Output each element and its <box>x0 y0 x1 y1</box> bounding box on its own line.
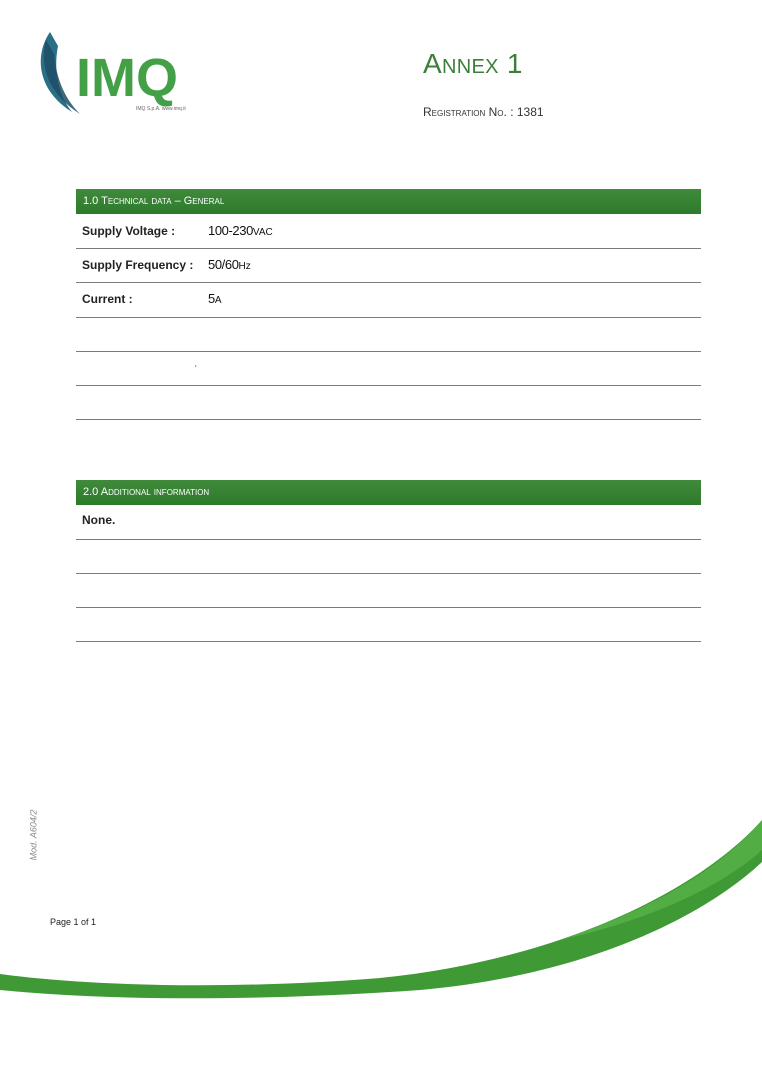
decorative-swoosh <box>0 810 762 1010</box>
current-value: 5A <box>208 291 222 306</box>
logo-tagline: IMQ S.p.A. www.imq.it <box>136 106 186 112</box>
table-rule <box>76 419 701 420</box>
supply-voltage-value: 100-230VAC <box>208 223 273 238</box>
imq-logo <box>36 30 226 120</box>
supply-frequency-value: 50/60Hz <box>208 257 251 272</box>
current-label: Current : <box>82 292 133 306</box>
table-rule <box>76 282 701 283</box>
table-rule <box>76 607 701 608</box>
table-rule <box>76 573 701 574</box>
registration-number: Registration No. : 1381 <box>423 105 544 119</box>
section-heading-additional-information: 2.0 Additional information <box>76 480 701 505</box>
table-rule <box>76 385 701 386</box>
stray-mark: ′ <box>195 364 197 373</box>
page-title: Annex 1 <box>423 48 523 79</box>
table-rule <box>76 317 701 318</box>
additional-information-text: None. <box>82 513 116 527</box>
table-rule <box>76 351 701 352</box>
section-heading-technical-data: 1.0 Technical data – General <box>76 189 701 214</box>
logo-wordmark: IMQ <box>76 48 178 108</box>
page-number: Page 1 of 1 <box>50 917 97 927</box>
supply-voltage-label: Supply Voltage : <box>82 224 176 238</box>
supply-frequency-label: Supply Frequency : <box>82 258 194 272</box>
table-rule <box>76 539 701 540</box>
form-code: Mod. A604/2 <box>28 809 39 861</box>
table-rule <box>76 641 701 642</box>
table-rule <box>76 248 701 249</box>
